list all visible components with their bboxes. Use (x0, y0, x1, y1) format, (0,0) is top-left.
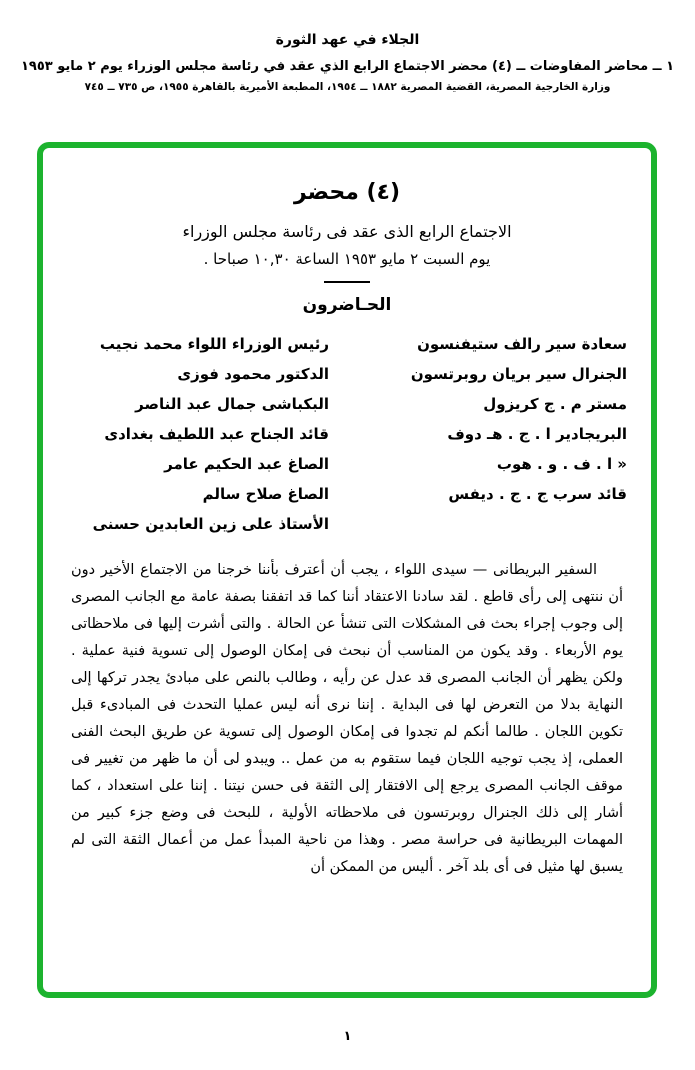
session-title: الاجتماع الرابع الذى عقد فى رئاسة مجلس الوزراء (182, 222, 512, 241)
attendee-row (67, 479, 627, 509)
attendee-row (67, 449, 627, 479)
attendee-name-egyptian: الأستاذ على زين العابدين حسنى (92, 515, 329, 533)
collection-title: الجلاء في عهد الثورة (275, 32, 420, 48)
attendee-row (67, 329, 627, 359)
page-header (0, 0, 695, 93)
minutes-paragraph: السفير البريطانى — سيدى اللواء ، يجب أن أعترف بأننا خرجنا من الاجتماع الأخير دون أن ننتهى إلى رأى قاطع . لقد سادنا الاعتقاد أننا كما قد اتفقنا بصفة عامة مع الجانب المصرى إلى وجوب إجراء بحث فى المشكلات التى تنشأ عن الحالة . والتى أشرت إليها فى ملاحظاتى يوم الأربعاء . وقد يكون من المناسب أن نبحث فى إمكان الوصول إلى تسوية فنية عملية . ولكن يظهر أن الجانب المصرى قد عدل عن رأيه ، وطالب بالنص على مبادئ يجدر تركها إلى النهاية بدلا من التعرض لها فى البداية . إننا نرى أنه ليس عمليا التحدث فى المبادىء قبل تكوين اللجان . طالما أنكم لم تجدوا فى إمكان الوصول إلى تسوية عن طريق البحث الفنى العملى، إذ يجب توجيه اللجان فيما ستقوم به من عمل .. ويبدو لى أن ما ظهر من تغيير فى موقف الجانب المصرى يرجع إلى الافتقار إلى الثقة فى حسن نيتنا . إننا على استعداد ، كما أشار إلى ذلك الجنرال روبرتسون فى ملاحظاته الأولية ، للبحث فى وضع جزء كبير من المهمات البريطانية فى حراسة مصر . وهذا من ناحية المبدأ عمل من أعمال الثقة التى لم يسبق لها مثيل فى أى بلد آخر . أليس من الممكن أن (71, 562, 623, 875)
minutes-heading: (٤) محضر (293, 180, 401, 205)
attendees-heading: الحـاضرون (302, 295, 392, 315)
attendee-name-british (347, 509, 627, 539)
attendee-row (67, 359, 627, 389)
session-datetime: يوم السبت ٢ مايو ١٩٥٣ الساعة ١٠,٣٠ صباحا . (203, 250, 491, 268)
attendee-name-british: « ا . ف . و . هوب (496, 455, 627, 473)
attendee-name-british: الجنرال سير بريان روبرتسون (410, 365, 627, 383)
attendees-list (67, 329, 627, 539)
attendee-name-british: البريجادير ا . ج . هـ دوف (447, 425, 627, 443)
attendee-name-british: قائد سرب ج . ج . ديفس (448, 485, 627, 503)
page-number: ١ (343, 1029, 352, 1044)
document-frame (37, 142, 657, 998)
source-citation: وزارة الخارجية المصرية، القضية المصرية ١٨٨٢ ــ ١٩٥٤، المطبعة الأميرية بالقاهرة ١٩٥٥، ص ٧٣٥ ــ ٧٤٥ (84, 81, 611, 93)
attendee-row (67, 389, 627, 419)
attendee-row (67, 419, 627, 449)
attendee-name-egyptian: البكباشى جمال عبد الناصر (135, 395, 329, 413)
attendee-name-egyptian: الدكتور محمود فوزى (177, 365, 329, 383)
divider-rule (324, 281, 370, 283)
attendee-row (67, 509, 627, 539)
attendee-name-egyptian: قائد الجناح عبد اللطيف بغدادى (104, 425, 329, 443)
attendee-name-british: مستر م . ج كريزول (483, 395, 627, 413)
attendee-name-egyptian: رئيس الوزراء اللواء محمد نجيب (99, 335, 329, 353)
attendee-name-egyptian: الصاغ عبد الحكيم عامر (164, 455, 329, 473)
attendee-name-egyptian: الصاغ صلاح سالم (202, 485, 329, 503)
attendee-name-british: سعادة سير رالف ستيفنسون (417, 335, 627, 353)
document-reference-line: ١ ــ محاضر المفاوضات ــ (٤) محضر الاجتماع الرابع الذي عقد في رئاسة مجلس الوزراء يوم ٢ مايو ١٩٥٣ (20, 59, 675, 74)
